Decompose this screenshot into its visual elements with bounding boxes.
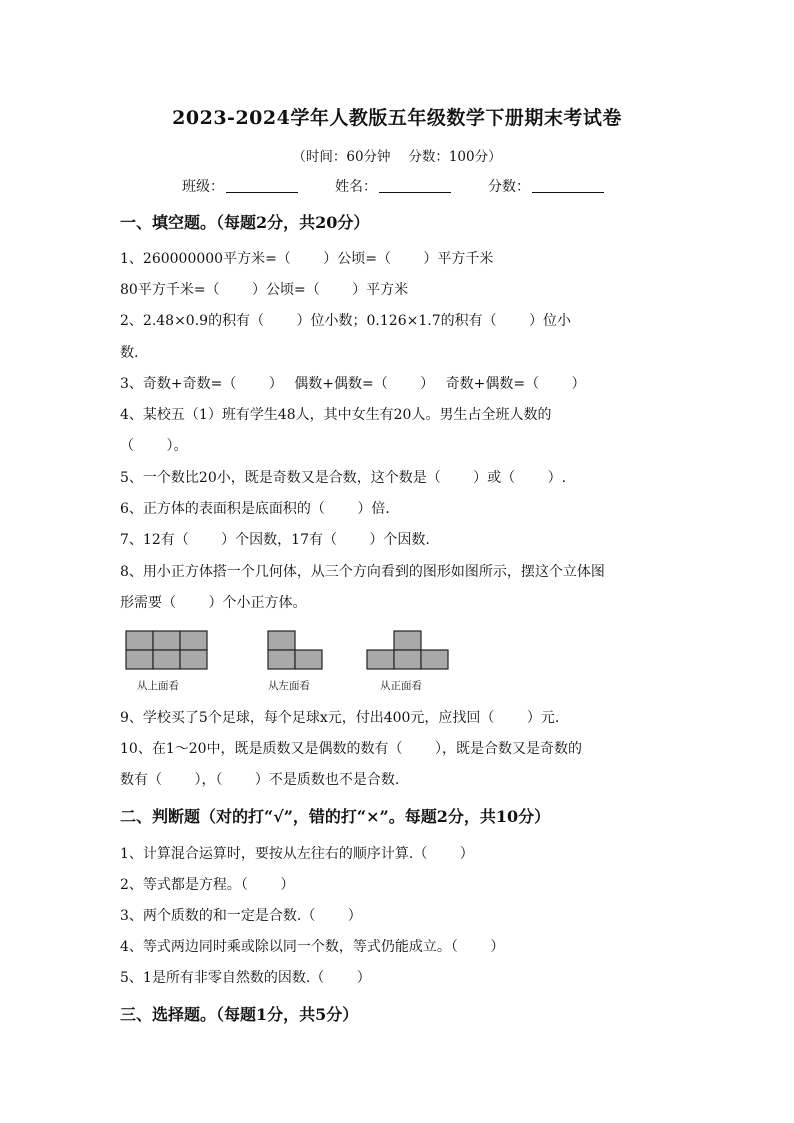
name-field	[335, 176, 451, 196]
question-line: 3、两个质数的和一定是合数.（ ）	[120, 908, 362, 924]
exam-time-score: （时间：60分钟 分数：100分）	[292, 149, 502, 165]
cube-square	[394, 631, 421, 650]
question-line: 1、计算混合运算时，要按从左往右的顺序计算.（ ）	[120, 846, 474, 862]
question-line: 1、260000000平方米=（ ）公顷=（ ）平方千米	[120, 251, 494, 267]
question-line: 2、等式都是方程。（ ）	[120, 877, 295, 893]
score-field	[488, 176, 604, 196]
caption-top-view: 从上面看	[137, 680, 179, 692]
name-blank[interactable]	[379, 178, 451, 193]
question-line: 4、某校五（1）班有学生48人，其中女生有20人。男生占全班人数的	[120, 407, 552, 423]
cube-square	[153, 650, 180, 669]
question-line: 5、一个数比20小，既是奇数又是合数，这个数是（ ）或（ ）.	[120, 470, 567, 486]
left-view-figure	[267, 630, 325, 671]
cube-square	[153, 631, 180, 650]
question-line: 2、2.48×0.9的积有（ ）位小数；0.126×1.7的积有（ ）位小	[120, 313, 572, 329]
question-line: 80平方千米=（ ）公顷=（ ）平方米	[120, 282, 409, 298]
caption-left-view: 从左面看	[268, 680, 310, 692]
cube-square	[421, 650, 448, 669]
class-field	[182, 176, 298, 196]
class-blank[interactable]	[226, 178, 298, 193]
top-view-figure	[125, 630, 209, 671]
question-line: 10、在1～20中，既是质数又是偶数的数有（ ），既是合数又是奇数的	[120, 741, 582, 757]
section-choice-title: 三、选择题。（每题1分，共5分）	[120, 1005, 359, 1024]
question-line: 8、用小正方体搭一个几何体，从三个方向看到的图形如图所示，摆这个立体图	[120, 564, 605, 580]
cube-square	[180, 650, 207, 669]
question-line: 形需要（ ）个小正方体。	[120, 595, 307, 611]
question-line: 数.	[120, 345, 139, 361]
score-blank[interactable]	[532, 178, 604, 193]
question-line: 5、1是所有非零自然数的因数.（ ）	[120, 970, 371, 986]
question-line: 7、12有（ ）个因数，17有（ ）个因数.	[120, 532, 430, 548]
question-line: 6、正方体的表面积是底面积的（ ）倍.	[120, 501, 390, 517]
section-fill-in-title: 一、填空题。（每题2分，共20分）	[120, 213, 370, 232]
score-label: 分数：	[488, 179, 530, 195]
cube-square	[394, 650, 421, 669]
cube-square	[126, 631, 153, 650]
cube-square	[295, 650, 322, 669]
cube-square	[180, 631, 207, 650]
section-true-false-title: 二、判断题（对的打“√”，错的打“×”。每题2分，共10分）	[120, 807, 551, 826]
cube-square	[268, 650, 295, 669]
question-line: 9、学校买了5个足球，每个足球x元，付出400元，应找回（ ）元.	[120, 710, 560, 726]
caption-front-view: 从正面看	[380, 680, 422, 692]
name-label: 姓名：	[335, 179, 377, 195]
cube-square	[367, 650, 394, 669]
question-line: 4、等式两边同时乘或除以同一个数，等式仍能成立。（ ）	[120, 939, 505, 955]
front-view-figure	[366, 630, 450, 671]
page-title: 2023-2024学年人教版五年级数学下册期末考试卷	[172, 107, 622, 129]
question-line: （ ）。	[120, 438, 188, 454]
class-label: 班级：	[182, 179, 224, 195]
question-line: 3、奇数+奇数=（ ） 偶数+偶数=（ ） 奇数+偶数=（ ）	[120, 376, 586, 392]
question-line: 数有（ ），（ ）不是质数也不是合数.	[120, 772, 400, 788]
cube-square	[268, 631, 295, 650]
cube-square	[126, 650, 153, 669]
